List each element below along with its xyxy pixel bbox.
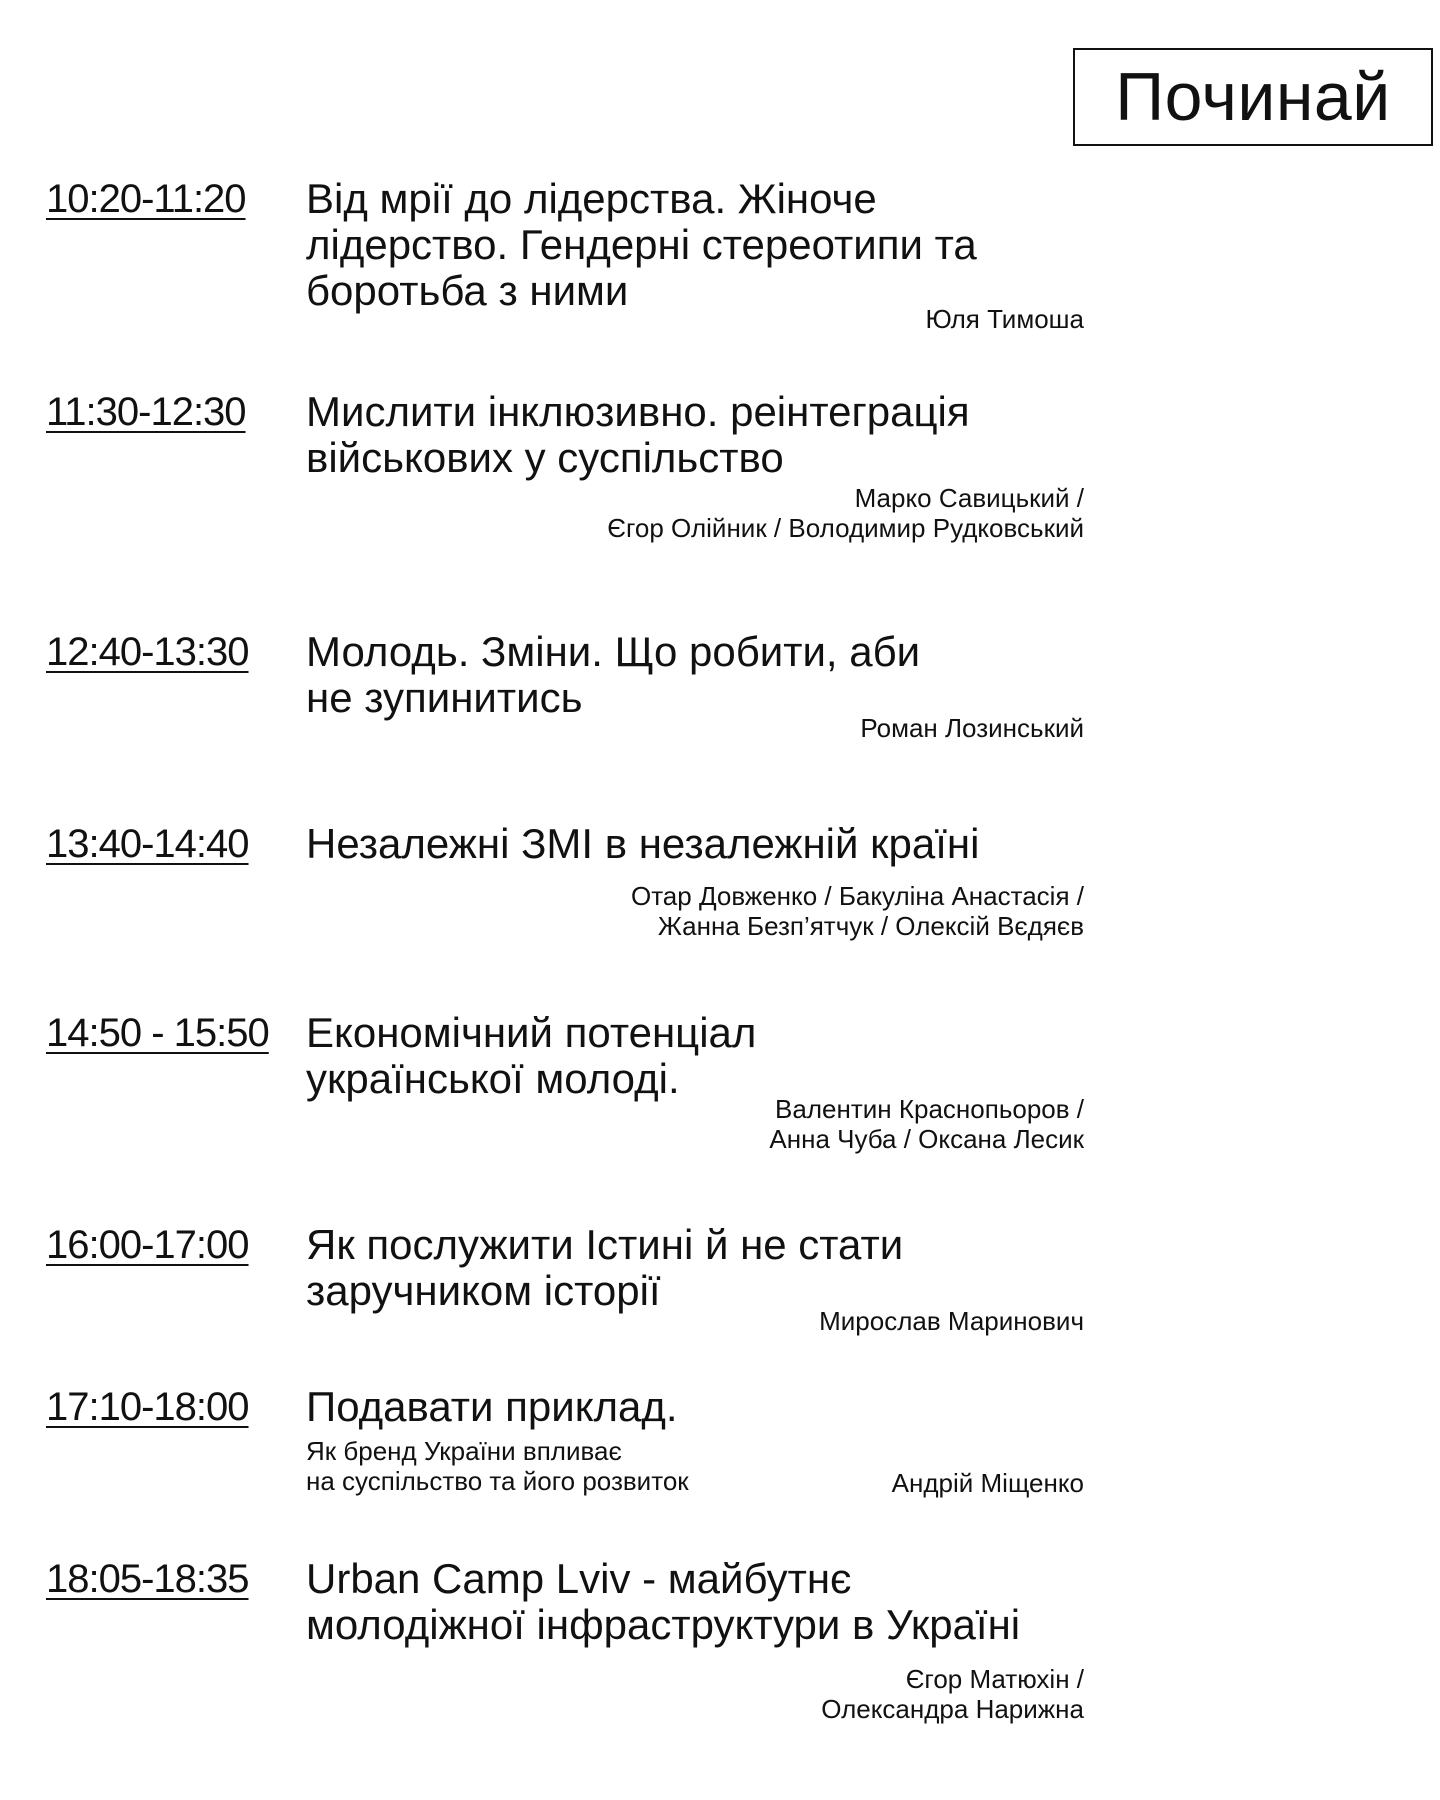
speaker-line: Мирослав Маринович: [819, 1306, 1084, 1336]
session-time: 14:50 - 15:50: [46, 1011, 269, 1055]
session-title: [306, 821, 979, 867]
speaker-line: Єгор Олійник / Володимир Рудковський: [607, 513, 1084, 543]
speaker-line: Жанна Безп’ятчук / Олексій Вєдяєв: [657, 911, 1084, 941]
session-subtitle-line: Як бренд України впливає: [306, 1436, 622, 1466]
session-speakers: [631, 881, 1084, 941]
session-title-line: боротьба з ними: [306, 267, 629, 314]
session-speakers: [819, 1306, 1084, 1336]
speaker-line: Роман Лозинський: [860, 713, 1084, 743]
session-title-line: заручником історії: [306, 1267, 661, 1314]
speaker-line: Олександра Нарижна: [821, 1694, 1084, 1724]
session-title: [306, 389, 970, 481]
session-speakers: [769, 1094, 1084, 1154]
session-time: 12:40-13:30: [46, 630, 249, 674]
session-title-line: Молодь. Зміни. Що робити, аби: [306, 628, 921, 675]
session-title-line: молодіжної інфраструктури в Україні: [306, 1601, 1021, 1648]
speaker-line: Єгор Матюхін /: [905, 1664, 1084, 1694]
session-subtitle-line: на суспільство та його розвиток: [306, 1466, 689, 1496]
session-title-line: української молоді.: [306, 1055, 680, 1102]
session-time: 13:40-14:40: [46, 822, 249, 866]
speaker-line: Валентин Краснопьоров /: [775, 1094, 1084, 1124]
session-title-line: Як послужити Істині й не стати: [306, 1221, 904, 1268]
session-title: [306, 1384, 678, 1430]
session-time: 10:20-11:20: [46, 177, 246, 221]
speaker-line: Юля Тимоша: [925, 304, 1084, 334]
session-title: [306, 1222, 903, 1314]
session-title-line: Мислити інклюзивно. реінтеграція: [306, 388, 970, 435]
session-title: [306, 1010, 756, 1102]
session-title-line: Незалежні ЗМІ в незалежній країні: [306, 820, 980, 867]
session-title: [306, 1556, 1020, 1648]
session-time: 11:30-12:30: [46, 390, 246, 434]
session-title-line: лідерство. Гендерні стереотипи та: [306, 221, 977, 268]
session-speakers: [821, 1664, 1084, 1724]
session-time: 16:00-17:00: [46, 1223, 249, 1267]
session-title: [306, 629, 920, 721]
speaker-line: Андрій Міщенко: [891, 1468, 1084, 1498]
session-title-line: військових у суспільство: [306, 434, 784, 481]
session-time: 18:05-18:35: [46, 1557, 249, 1601]
session-subtitle: [306, 1436, 689, 1496]
session-speakers: [860, 713, 1084, 743]
session-time: 17:10-18:00: [46, 1385, 249, 1429]
speaker-line: Марко Савицький /: [854, 483, 1084, 513]
session-title-line: Urban Camp Lviv - майбутнє: [306, 1555, 852, 1602]
session-speakers: [892, 1468, 1084, 1498]
speaker-line: Отар Довженко / Бакуліна Анастасія /: [630, 881, 1084, 911]
session-title-line: Подавати приклад.: [306, 1383, 678, 1430]
session-title: [306, 176, 977, 314]
session-speakers: [607, 483, 1084, 543]
session-title-line: Від мрії до лідерства. Жіноче: [306, 175, 877, 222]
session-title-line: не зупинитись: [306, 674, 583, 721]
speaker-line: Анна Чуба / Оксана Лесик: [769, 1124, 1084, 1154]
event-badge: Починай: [1073, 48, 1433, 146]
session-speakers: [926, 304, 1085, 334]
session-title-line: Економічний потенціал: [306, 1009, 757, 1056]
